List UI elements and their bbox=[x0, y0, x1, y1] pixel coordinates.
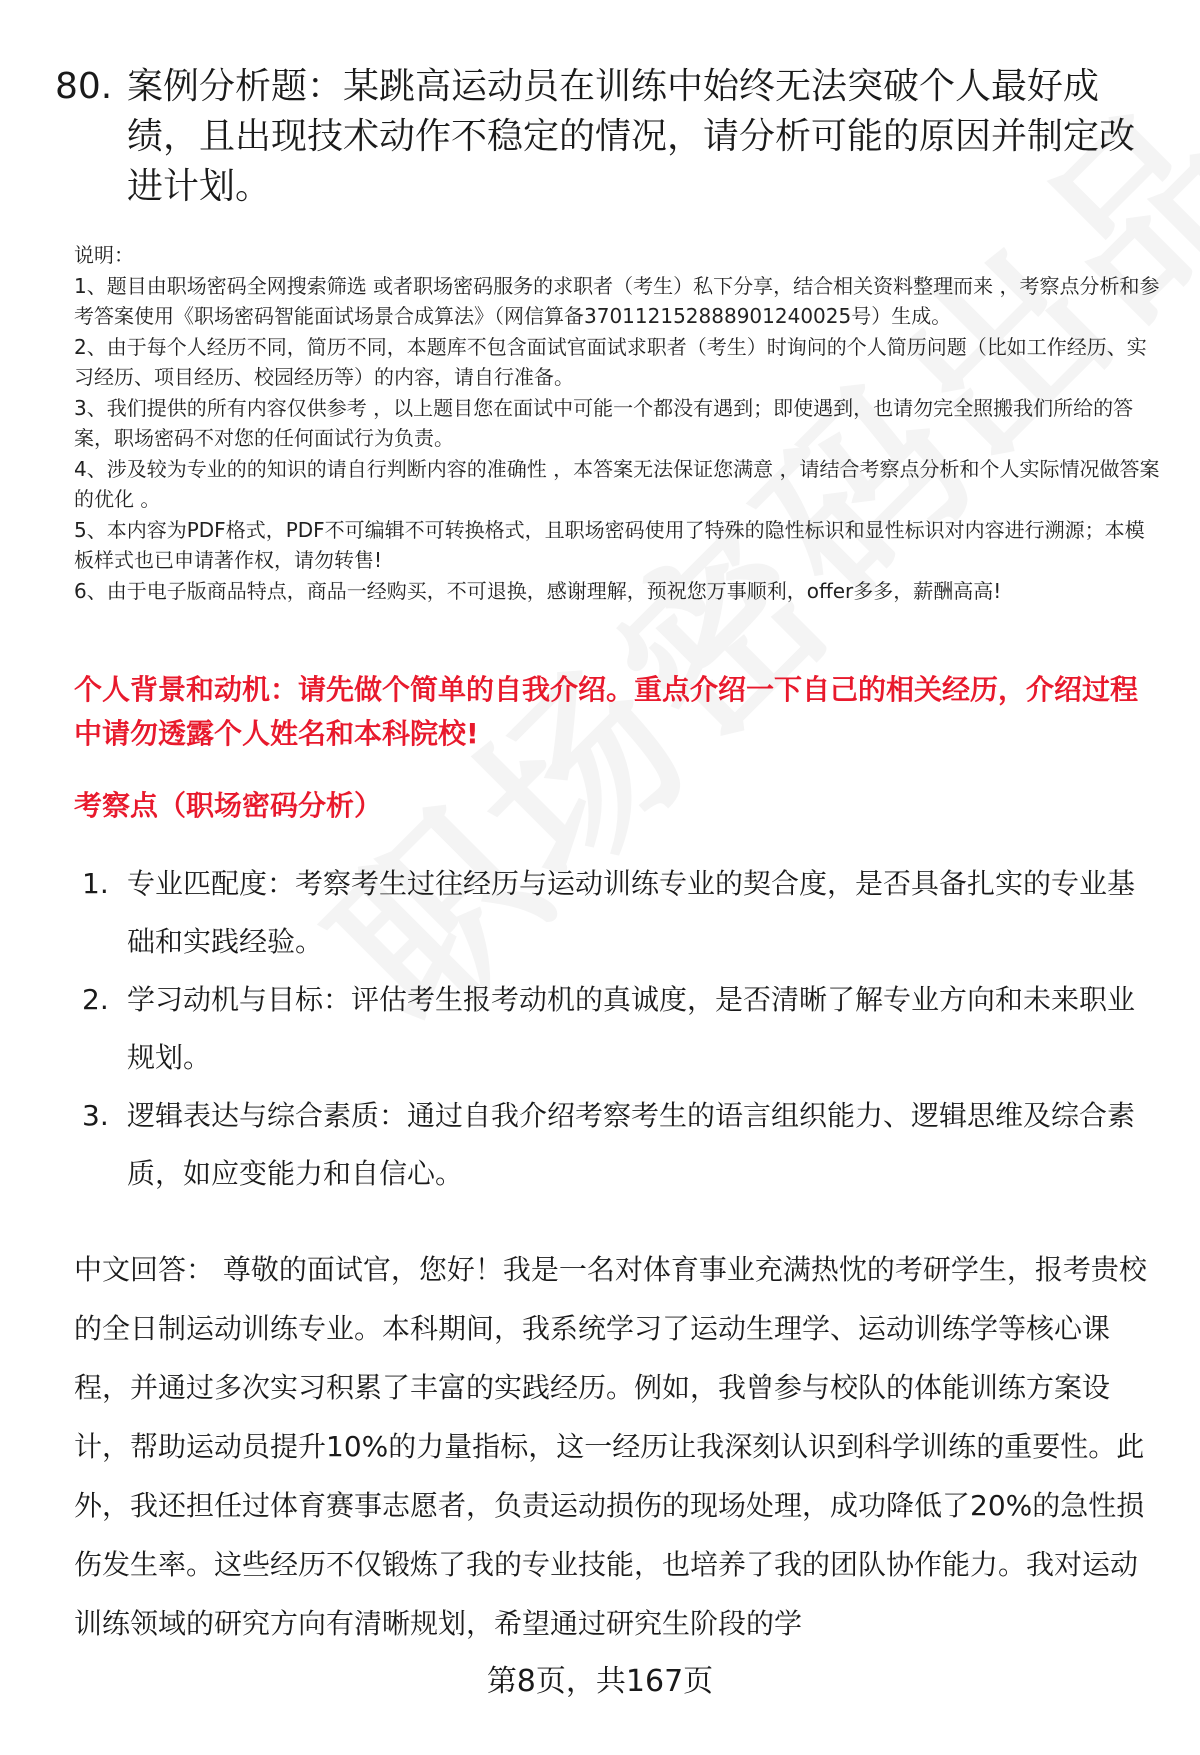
question-text: 案例分析题：某跳高运动员在训练中始终无法突破个人最好成绩，且出现技术动作不稳定的情况，请分析可能的原因并制定改进计划。 bbox=[127, 66, 1136, 207]
point-text: 学习动机与目标：评估考生报考动机的真诚度，是否清晰了解专业方向和未来职业规划。 bbox=[127, 983, 1136, 1074]
point-item bbox=[82, 1087, 1142, 1203]
point-text: 逻辑表达与综合素质：通过自我介绍考察考生的语言组织能力、逻辑思维及综合素质，如应变能力和自信心。 bbox=[127, 1099, 1136, 1190]
page-footer: 第8页，共167页 bbox=[486, 1664, 714, 1699]
note-item: 1、题目由职场密码全网搜索筛选 或者职场密码服务的求职者（考生）私下分享，结合相关资料整理而来 ，考察点分析和参考答案使用《职场密码智能面试场景合成算法》（网信算备370112152888901240025号）生成。 bbox=[74, 273, 1160, 328]
question bbox=[55, 62, 1135, 212]
point-number: 2. bbox=[82, 983, 109, 1016]
note-item: 5、本内容为PDF格式，PDF不可编辑不可转换格式，且职场密码使用了特殊的隐性标识和显性标识对内容进行溯源；本模板样式也已申请著作权，请勿转售! bbox=[74, 517, 1145, 572]
answer-text: 中文回答： 尊敬的面试官，您好！我是一名对体育事业充满热忱的考研学生，报考贵校的全日制运动训练专业。本科期间，我系统学习了运动生理学、运动训练学等核心课程，并通过多次实习积累了丰富的实践经历。例如，我曾参与校队的体能训练方案设计，帮助运动员提升10%的力量指标，这一经历让我深刻认识到科学训练的重要性。此外，我还担任过体育赛事志愿者，负责运动损伤的现场处理，成功降低了20%的急性损伤发生率。这些经历不仅锻炼了我的专业技能，也培养了我的团队协作能力。我对运动训练领域的研究方向有清晰规划，希望通过研究生阶段的学 bbox=[74, 1253, 1147, 1640]
notes-title: 说明： bbox=[74, 243, 134, 267]
question-number: 80. bbox=[55, 66, 113, 107]
note-item: 3、我们提供的所有内容仅供参考 ，以上题目您在面试中可能一个都没有遇到；即使遇到，也请勿完全照搬我们所给的答案，职场密码不对您的任何面试行为负责。 bbox=[74, 395, 1134, 450]
points-list bbox=[82, 855, 1142, 1203]
note-item: 2、由于每个人经历不同，简历不同，本题库不包含面试官面试求职者（考生）时询问的个人简历问题（比如工作经历、实习经历、项目经历、校园经历等）的内容，请自行准备。 bbox=[74, 334, 1147, 389]
note-item: 6、由于电子版商品特点，商品一经购买，不可退换，感谢理解，预祝您万事顺利，offer多多，薪酬高高! bbox=[74, 578, 1002, 603]
point-number: 1. bbox=[82, 867, 109, 900]
point-item bbox=[82, 971, 1142, 1087]
points-heading: 考察点（职场密码分析） bbox=[74, 789, 383, 822]
note-item: 4、涉及较为专业的的知识的请自行判断内容的准确性 ，本答案无法保证您满意 ，请结合考察点分析和个人实际情况做答案的优化 。 bbox=[74, 456, 1160, 511]
point-number: 3. bbox=[82, 1099, 109, 1132]
background-heading: 个人背景和动机：请先做个简单的自我介绍。重点介绍一下自己的相关经历，介绍过程中请勿透露个人姓名和本科院校! bbox=[74, 673, 1139, 750]
point-item bbox=[82, 855, 1142, 971]
point-text: 专业匹配度：考察考生过往经历与运动训练专业的契合度，是否具备扎实的专业基础和实践经验。 bbox=[127, 867, 1136, 958]
notes-section bbox=[74, 240, 1164, 606]
